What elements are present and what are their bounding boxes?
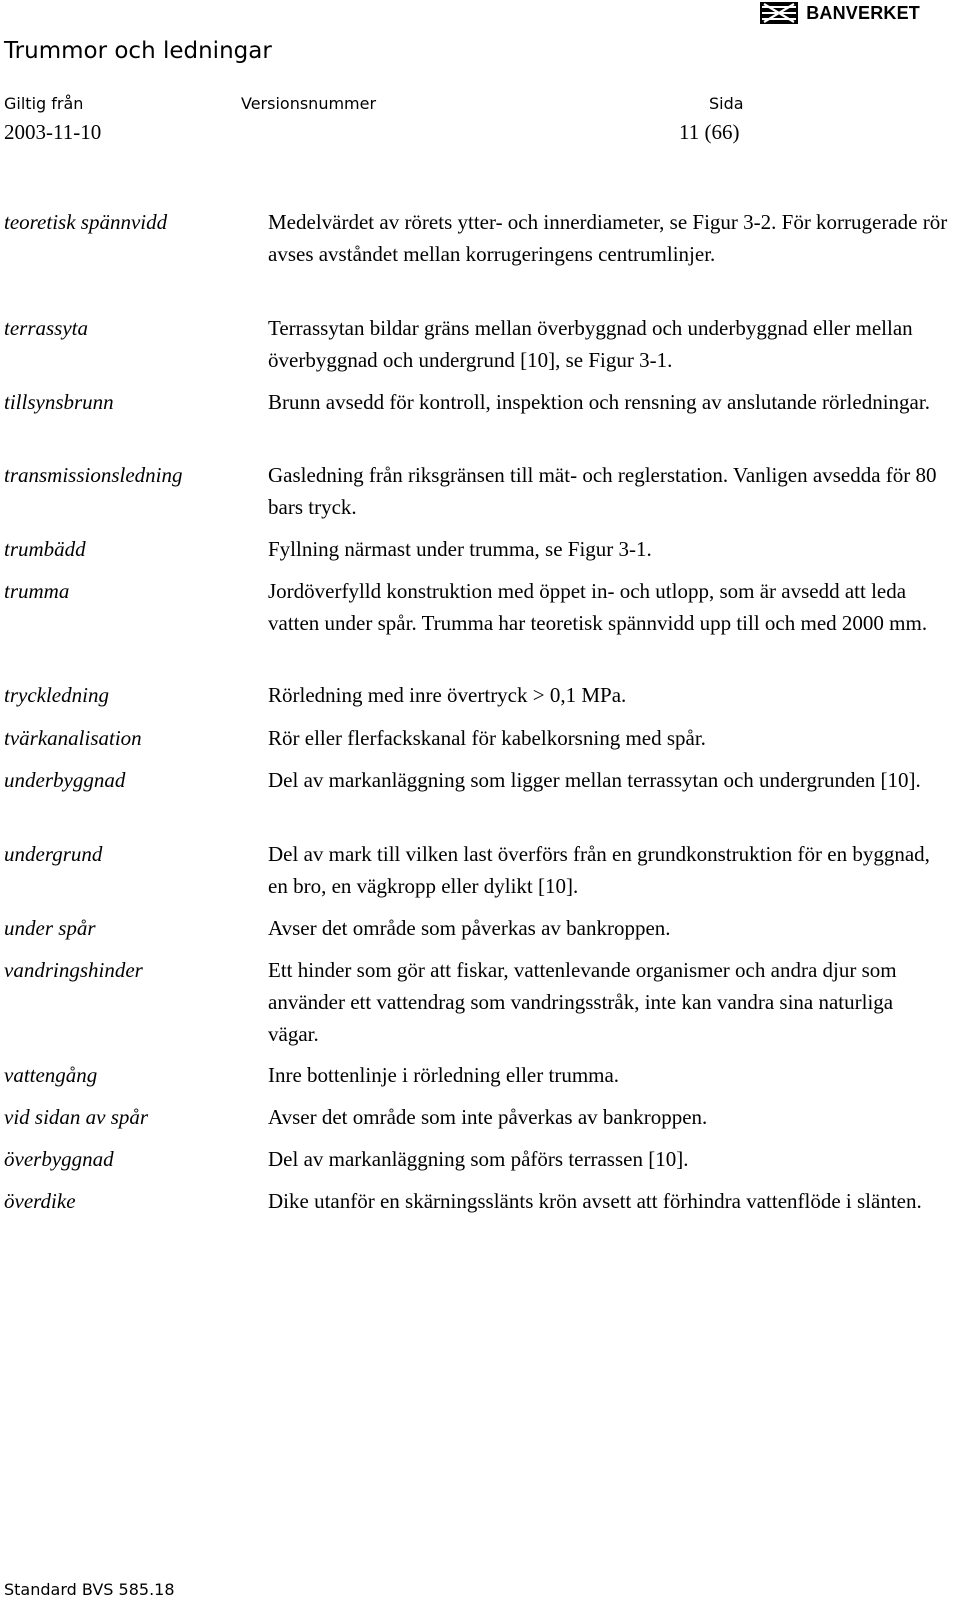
page-number: 11 (66) bbox=[679, 120, 740, 144]
glossary-definition: Brunn avsedd för kontroll, inspektion och rensning av anslutande rörledningar. bbox=[268, 390, 930, 414]
glossary-term: vandringshinder bbox=[4, 958, 143, 982]
footer-standard: Standard BVS 585.18 bbox=[4, 1580, 175, 1599]
glossary-term: transmissionsledning bbox=[4, 463, 183, 487]
page-label: Sida bbox=[709, 94, 744, 113]
glossary-definition: Dike utanför en skärningsslänts krön avsett att förhindra vattenflöde i slänten. bbox=[268, 1189, 922, 1213]
glossary-definition: Del av mark till vilken last överförs från en grundkonstruktion för en byggnad, en bro, en vägkropp eller dylikt [10]. bbox=[268, 842, 930, 898]
glossary-definition: Del av markanläggning som ligger mellan terrassytan och undergrunden [10]. bbox=[268, 768, 921, 792]
glossary-term: underbyggnad bbox=[4, 768, 126, 792]
glossary-definition: Rörledning med inre övertryck > 0,1 MPa. bbox=[268, 683, 627, 707]
banverket-logo-icon bbox=[760, 2, 798, 24]
glossary-term: trumbädd bbox=[4, 537, 86, 561]
glossary-definition: Del av markanläggning som påförs terrassen [10]. bbox=[268, 1147, 689, 1171]
glossary-term: vid sidan av spår bbox=[4, 1105, 149, 1129]
glossary-term: tillsynsbrunn bbox=[4, 390, 114, 414]
banverket-logo bbox=[760, 2, 920, 24]
valid-from-label: Giltig från bbox=[4, 94, 84, 113]
glossary-definition: Terrassytan bildar gräns mellan överbyggnad och underbyggnad eller mellan överbyggnad och undergrund [10], se Figur 3-1. bbox=[268, 316, 913, 372]
document-title: Trummor och ledningar bbox=[4, 38, 272, 64]
glossary-definition: Medelvärdet av rörets ytter- och innerdiameter, se Figur 3-2. För korrugerade rör avses avståndet mellan korrugeringens centrumlinjer. bbox=[268, 210, 948, 266]
glossary-definition: Avser det område som inte påverkas av bankroppen. bbox=[268, 1105, 708, 1129]
glossary-term: undergrund bbox=[4, 842, 103, 866]
glossary-term: vattengång bbox=[4, 1063, 98, 1087]
glossary-term: överbyggnad bbox=[4, 1147, 114, 1171]
glossary-definition: Rör eller flerfackskanal för kabelkorsning med spår. bbox=[268, 726, 706, 750]
glossary-term: teoretisk spännvidd bbox=[4, 210, 168, 234]
glossary-term: tryckledning bbox=[4, 683, 109, 707]
glossary-term: tvärkanalisation bbox=[4, 726, 142, 750]
glossary-definition: Gasledning från riksgränsen till mät- och reglerstation. Vanligen avsedda för 80 bars tryck. bbox=[268, 463, 937, 519]
glossary-term: trumma bbox=[4, 579, 70, 603]
valid-from-value: 2003-11-10 bbox=[4, 120, 102, 144]
glossary-term: överdike bbox=[4, 1189, 76, 1213]
glossary-term: terrassyta bbox=[4, 316, 88, 340]
glossary-definition: Ett hinder som gör att fiskar, vattenlevande organismer och andra djur som använder ett vattendrag som vandringsstråk, inte kan vandra sina naturliga vägar. bbox=[268, 958, 897, 1046]
glossary-definition: Inre bottenlinje i rörledning eller trumma. bbox=[268, 1063, 620, 1087]
glossary-definition: Jordöverfylld konstruktion med öppet in- och utlopp, som är avsedd att leda vatten under spår. Trumma har teoretisk spännvidd upp till och med 2000 mm. bbox=[268, 579, 928, 635]
glossary-term: under spår bbox=[4, 916, 96, 940]
logo-text: BANVERKET bbox=[806, 2, 920, 23]
glossary-definition: Avser det område som påverkas av bankroppen. bbox=[268, 916, 671, 940]
glossary-definition: Fyllning närmast under trumma, se Figur 3-1. bbox=[268, 537, 652, 561]
version-label: Versionsnummer bbox=[241, 94, 377, 113]
